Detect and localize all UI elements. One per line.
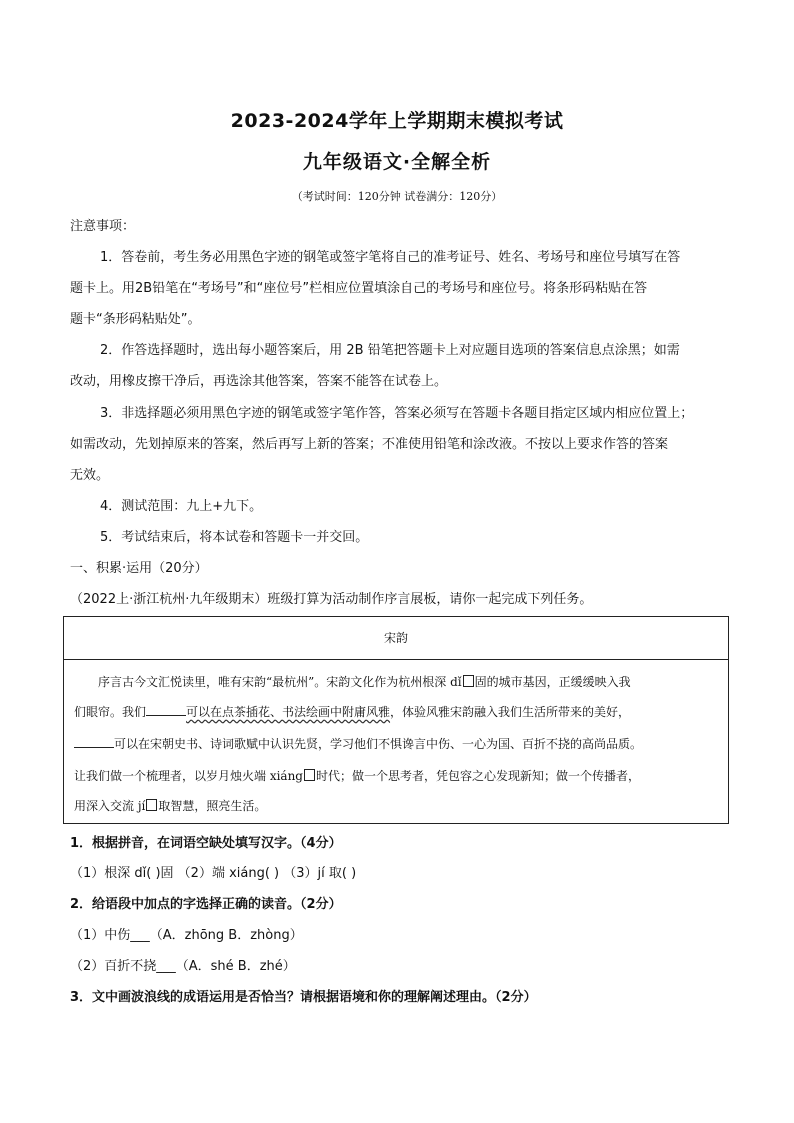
notes-heading: 注意事项： [70,219,136,234]
preface-text: 可以在宋朝史书、诗词歌赋中认识先贤，学习他们不惧谗言中伤、一心为国、百折不挠的高尚品质。 [114,737,643,751]
preface-text: 取智慧，照亮生活。 [158,799,267,813]
missing-char-box [463,675,474,687]
missing-char-box [304,769,315,781]
question-2-option-2: （2）百折不挠___（A．shé B．zhé） [70,959,296,974]
preface-box [63,616,729,824]
section-intro: （2022上·浙江杭州·九年级期末）班级打算为活动制作序言展板，请你一起完成下列任务。 [70,592,593,607]
answer-blank [74,735,114,748]
preface-text: 序言古今文汇悦读里，唯有宋韵“最杭州”。宋韵文化作为杭州根深 dǐ [98,675,462,689]
answer-blank [146,703,186,716]
question-2: 2．给语段中加点的字选择正确的读音。（2分） [70,897,342,912]
notes-line: 题卡“条形码粘贴处”。 [70,312,201,327]
preface-text: 用深入交流 jí [74,799,146,813]
section-heading: 一、积累·运用（20分） [70,561,208,576]
notes-line: 改动，用橡皮擦干净后，再选涂其他答案，答案不能答在试卷上。 [70,374,448,389]
notes-line: 2．作答选择题时，选出每小题答案后，用 2B 铅笔把答题卡上对应题目选项的答案信息点涂黑；如需 [100,343,680,358]
preface-line [74,797,720,815]
preface-line [74,767,720,785]
preface-text: 时代；做一个思考者，凭包容之心发现新知；做一个传播者， [316,769,641,783]
missing-char-box [146,799,157,811]
question-3: 3．文中画波浪线的成语运用是否恰当？请根据语境和你的理解阐述理由。（2分） [70,990,537,1005]
exam-title: 2023-2024学年上学期期末模拟考试 [230,110,564,132]
notes-line: 4．测试范围：九上+九下。 [100,499,263,514]
question-1-parts: （1）根深 dǐ( )固 （2）端 xiáng( ) （3）jí 取( ) [70,866,357,881]
notes-line: 5．考试结束后，将本试卷和答题卡一并交回。 [100,530,369,545]
preface-line [74,703,720,721]
preface-box-title: 宋韵 [64,617,728,660]
preface-text: 们眼帘。我们 [74,705,147,719]
exam-subtitle: 九年级语文·全解全析 [302,151,492,173]
wavy-underlined-idiom: 可以在点茶插花、书法绘画中附庸风雅 [186,705,391,719]
preface-text: 固的城市基因，正缓缓映入我 [474,675,631,689]
preface-text: ，体验风雅宋韵融入我们生活所带来的美好， [390,705,631,719]
preface-line [74,735,720,753]
notes-line: 无效。 [70,468,110,483]
question-2-option-1: （1）中伤___（A．zhōng B．zhòng） [70,928,303,943]
exam-info: （考试时间：120分钟 试卷满分：120分） [291,190,503,203]
notes-line: 3．非选择题必须用黑色字迹的钢笔或签字笔作答，答案必须写在答题卡各题目指定区域内相应位置上； [100,406,694,421]
preface-text: 让我们做一个梳理者，以岁月烛火端 xiáng [74,769,303,783]
notes-line: 题卡上。用2B铅笔在“考场号”和“座位号”栏相应位置填涂自己的考场号和座位号。将条形码粘贴在答 [70,281,648,296]
preface-line [98,673,744,691]
question-1: 1．根据拼音，在词语空缺处填写汉字。（4分） [70,836,342,851]
notes-line: 1．答卷前，考生务必用黑色字迹的钢笔或签字笔将自己的准考证号、姓名、考场号和座位号填写在答 [100,250,681,265]
notes-line: 如需改动，先划掉原来的答案，然后再写上新的答案；不准使用铅笔和涂改液。不按以上要求作答的答案 [70,437,669,452]
